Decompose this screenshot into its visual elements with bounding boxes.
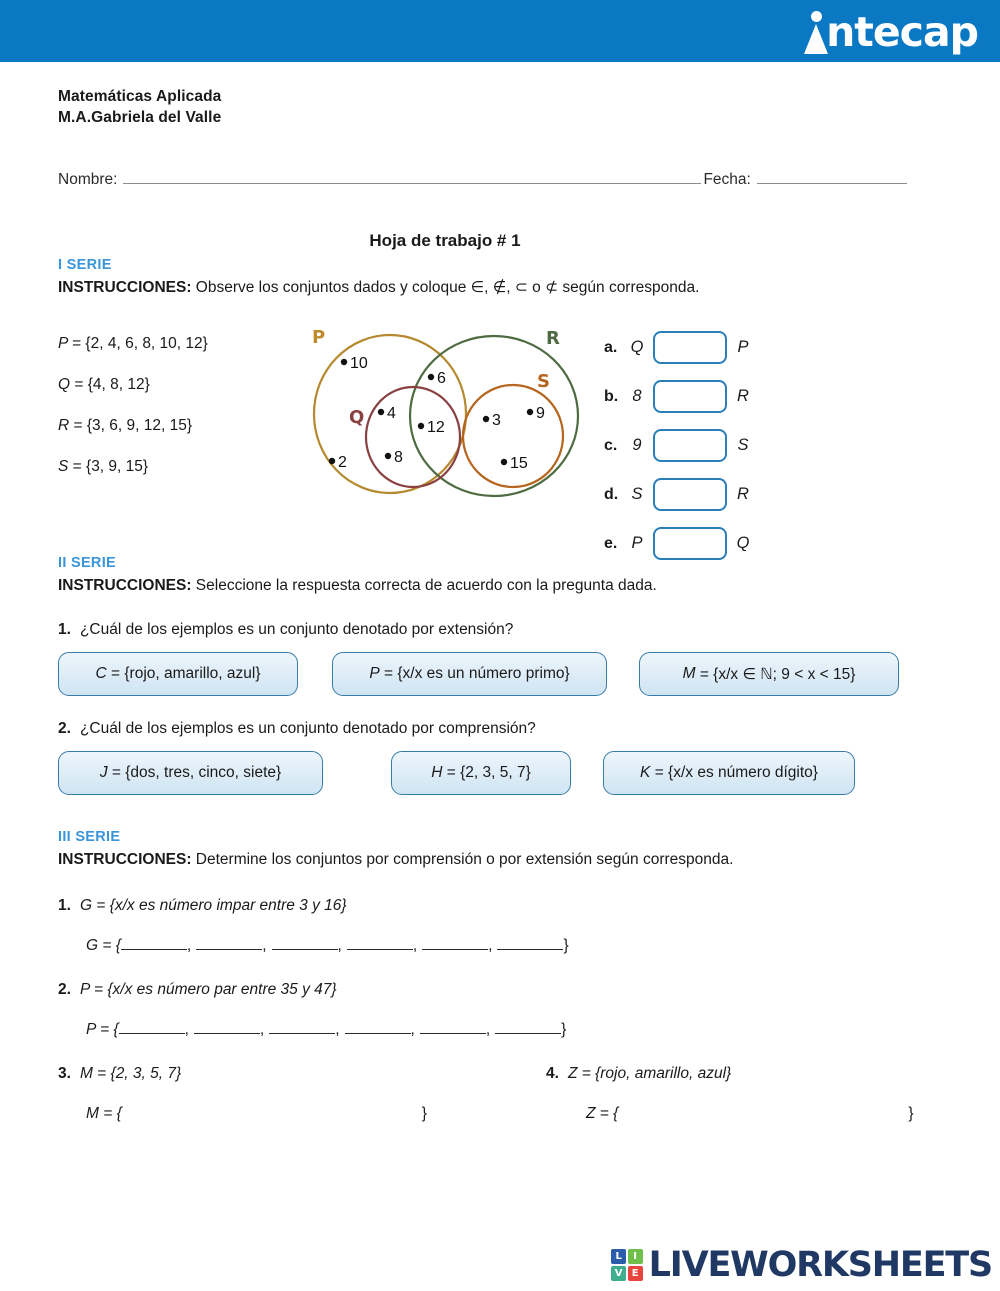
serie-3-instructions-label: INSTRUCCIONES: xyxy=(58,851,192,868)
serie-3-heading: III SERIE xyxy=(58,829,121,845)
student-info-row xyxy=(58,171,942,189)
item-4-answer-prefix: Z = { xyxy=(586,1105,619,1122)
option-h-var: H xyxy=(431,764,443,781)
tile-letter-i: I xyxy=(628,1249,643,1264)
venn-element-2: 2 xyxy=(338,454,347,471)
venn-element-3: 3 xyxy=(492,412,501,429)
intecap-person-icon xyxy=(803,8,829,54)
logo-head-dot xyxy=(811,11,822,22)
serie-3-instructions-text: Determine los conjuntos por comprensión o por extensión según corresponda. xyxy=(195,851,734,868)
venn-dot-10 xyxy=(341,359,347,365)
item-4-prompt: Z = {rojo, amarillo, azul} xyxy=(567,1065,732,1082)
venn-element-15: 15 xyxy=(510,455,528,472)
answer-input-c[interactable] xyxy=(653,429,727,462)
serie-3-item-3 xyxy=(58,1065,546,1083)
serie-2-instructions-text: Seleccione la respuesta correcta de acuerdo con la pregunta dada. xyxy=(195,577,657,594)
serie-3-item-4 xyxy=(546,1065,731,1083)
set-name-r: R xyxy=(58,417,70,434)
item-1-blank-3[interactable] xyxy=(272,937,338,950)
question-1-text: ¿Cuál de los ejemplos es un conjunto denotado por extensión? xyxy=(79,621,514,638)
tile-letter-v: V xyxy=(611,1266,626,1281)
set-value-r: = {3, 6, 9, 12, 15} xyxy=(73,417,193,434)
option-k[interactable] xyxy=(603,751,855,795)
serie-1-answers xyxy=(604,323,794,568)
answer-letter-a: a. xyxy=(604,338,618,356)
option-m[interactable] xyxy=(639,652,899,696)
answer-row-b xyxy=(604,372,794,421)
item-1-answer-suffix: } xyxy=(563,937,569,954)
option-m-body: = {x/x ∈ ℕ; 9 < x < 15} xyxy=(699,665,856,683)
item-1-blank-2[interactable] xyxy=(196,937,262,950)
set-name-p: P xyxy=(58,335,68,352)
option-k-body: = {x/x es número dígito} xyxy=(654,764,818,781)
course-header xyxy=(58,86,942,128)
serie-3-items-3-4 xyxy=(58,1065,942,1083)
set-name-q: Q xyxy=(58,376,71,393)
option-j[interactable] xyxy=(58,751,323,795)
option-p[interactable] xyxy=(332,652,607,696)
answer-input-a[interactable] xyxy=(653,331,727,364)
answer-left-c: 9 xyxy=(632,436,642,454)
set-definition-s xyxy=(58,446,208,487)
item-2-blank-3[interactable] xyxy=(269,1021,335,1034)
answer-right-b: R xyxy=(737,387,749,405)
liveworksheets-footer xyxy=(611,1245,992,1285)
answer-left-e: P xyxy=(631,534,643,552)
venn-element-4: 4 xyxy=(387,405,396,422)
venn-element-10: 10 xyxy=(350,355,368,372)
course-name: Matemáticas Aplicada xyxy=(58,88,222,105)
set-name-s: S xyxy=(58,458,69,475)
serie-3-item-2-answer: P = { , , , , , } xyxy=(86,1021,567,1038)
venn-dot-6 xyxy=(428,374,434,380)
item-2-number: 2. xyxy=(58,981,71,998)
venn-element-6: 6 xyxy=(437,370,446,387)
set-definition-r xyxy=(58,405,208,446)
serie-2-heading: II SERIE xyxy=(58,555,116,571)
item-2-blank-2[interactable] xyxy=(194,1021,260,1034)
answer-letter-c: c. xyxy=(604,436,618,454)
tile-letter-l: L xyxy=(611,1249,626,1264)
set-value-q: = {4, 8, 12} xyxy=(74,376,150,393)
option-p-var: P xyxy=(369,665,380,682)
item-4-answer-suffix: } xyxy=(908,1105,914,1122)
venn-dot-12 xyxy=(418,423,424,429)
option-h[interactable] xyxy=(391,751,571,795)
option-m-var: M xyxy=(682,665,696,682)
item-4-number: 4. xyxy=(546,1065,559,1082)
serie-2-question-2 xyxy=(58,720,942,738)
venn-element-8: 8 xyxy=(394,449,403,466)
answer-row-a xyxy=(604,323,794,372)
serie-3-item-4-answer[interactable] xyxy=(586,1105,914,1123)
item-2-blank-5[interactable] xyxy=(420,1021,486,1034)
answer-left-b: 8 xyxy=(632,387,642,405)
item-1-prompt: G = {x/x es número impar entre 3 y 16} xyxy=(79,897,347,914)
item-1-blank-4[interactable] xyxy=(347,937,413,950)
set-value-s: = {3, 9, 15} xyxy=(72,458,149,475)
set-value-p: = {2, 4, 6, 8, 10, 12} xyxy=(72,335,208,352)
option-c-body: = {rojo, amarillo, azul} xyxy=(111,665,261,682)
serie-1-instructions-text: Observe los conjuntos dados y coloque ∈, ∉, ⊂ o ⊄ según corresponda. xyxy=(195,279,700,296)
serie-2-question-1 xyxy=(58,621,942,639)
option-k-var: K xyxy=(640,764,651,781)
venn-label-p: P xyxy=(312,327,326,348)
answer-right-d: R xyxy=(737,485,749,503)
answer-letter-b: b. xyxy=(604,387,619,405)
worksheet-page xyxy=(0,86,1000,1123)
answer-right-e: Q xyxy=(736,534,750,552)
answer-input-e[interactable] xyxy=(653,527,727,560)
date-input-line[interactable] xyxy=(757,171,907,184)
item-3-answer-prefix: M = { xyxy=(86,1105,122,1122)
item-3-number: 3. xyxy=(58,1065,71,1082)
date-label: Fecha: xyxy=(703,171,751,188)
logo-wordmark: ntecap xyxy=(826,8,978,56)
venn-diagram-svg xyxy=(298,319,598,504)
venn-dot-9 xyxy=(527,409,533,415)
venn-label-r: R xyxy=(546,328,560,349)
serie-1-instructions xyxy=(58,277,942,299)
question-2-number: 2. xyxy=(58,720,71,737)
answer-row-e xyxy=(604,519,794,568)
liveworksheets-wordmark: LIVEWORKSHEETS xyxy=(648,1245,992,1285)
item-2-blank-6[interactable] xyxy=(495,1021,561,1034)
answer-row-c xyxy=(604,421,794,470)
answer-input-b[interactable] xyxy=(653,380,727,413)
item-2-answer-suffix: } xyxy=(561,1021,567,1038)
logo-body-triangle xyxy=(804,24,828,54)
set-definition-q xyxy=(58,364,208,405)
serie-3-items-3-4-answers xyxy=(58,1105,942,1123)
item-2-blank-4[interactable] xyxy=(345,1021,411,1034)
set-definition-p xyxy=(58,323,208,364)
venn-element-9: 9 xyxy=(536,405,545,422)
option-p-body: = {x/x es un número primo} xyxy=(383,665,570,682)
answer-left-d: S xyxy=(631,485,643,503)
item-1-number: 1. xyxy=(58,897,71,914)
header-bar xyxy=(0,0,1000,62)
answer-right-c: S xyxy=(737,436,749,454)
serie-3-instructions xyxy=(58,849,942,871)
answer-left-a: Q xyxy=(630,338,644,356)
serie-1-heading: I SERIE xyxy=(58,257,112,273)
question-2-text: ¿Cuál de los ejemplos es un conjunto denotado por comprensión? xyxy=(79,720,536,737)
serie-2-question-2-options xyxy=(58,751,942,795)
item-1-blank-1[interactable] xyxy=(121,937,187,950)
venn-diagram xyxy=(298,319,598,504)
name-label: Nombre: xyxy=(58,171,118,188)
venn-dot-4 xyxy=(378,409,384,415)
intecap-logo xyxy=(803,8,978,54)
question-1-number: 1. xyxy=(58,621,71,638)
item-2-blank-1[interactable] xyxy=(119,1021,185,1034)
name-input-line[interactable] xyxy=(123,171,701,184)
tile-letter-e: E xyxy=(628,1266,643,1281)
venn-dot-8 xyxy=(385,453,391,459)
serie-1-body xyxy=(58,319,942,552)
item-1-blank-5[interactable] xyxy=(422,937,488,950)
serie-3-item-1-answer: G = { , , , , , } xyxy=(86,937,569,954)
answer-right-a: P xyxy=(737,338,749,356)
serie-3-item-1 xyxy=(58,897,942,915)
liveworksheets-tiles-icon xyxy=(611,1249,643,1281)
item-3-prompt: M = {2, 3, 5, 7} xyxy=(79,1065,182,1082)
item-3-answer-suffix: } xyxy=(421,1105,427,1122)
serie-3-item-3-answer[interactable] xyxy=(86,1105,574,1123)
answer-letter-d: d. xyxy=(604,485,619,503)
serie-2-question-1-options xyxy=(58,652,942,696)
venn-label-q: Q xyxy=(349,407,365,428)
option-h-body: = {2, 3, 5, 7} xyxy=(446,764,531,781)
serie-2-instructions xyxy=(58,575,942,597)
answer-row-d xyxy=(604,470,794,519)
serie-2-instructions-label: INSTRUCCIONES: xyxy=(58,577,192,594)
venn-dot-2 xyxy=(329,458,335,464)
answer-letter-e: e. xyxy=(604,534,618,552)
item-1-blank-6[interactable] xyxy=(497,937,563,950)
option-j-var: J xyxy=(99,764,108,781)
item-2-prompt: P = {x/x es número par entre 35 y 47} xyxy=(79,981,337,998)
option-j-body: = {dos, tres, cinco, siete} xyxy=(111,764,282,781)
serie-1-instructions-label: INSTRUCCIONES: xyxy=(58,279,192,296)
venn-label-s: S xyxy=(537,371,550,392)
venn-dot-15 xyxy=(501,459,507,465)
option-c-var: C xyxy=(95,665,107,682)
item-1-answer-prefix: G = { xyxy=(86,937,121,954)
venn-element-12: 12 xyxy=(427,419,445,436)
option-c[interactable] xyxy=(58,652,298,696)
set-definitions xyxy=(58,323,208,487)
answer-input-d[interactable] xyxy=(653,478,727,511)
instructor-name: M.A.Gabriela del Valle xyxy=(58,109,222,126)
serie-3-item-2 xyxy=(58,981,942,999)
item-2-answer-prefix: P = { xyxy=(86,1021,119,1038)
page-title: Hoja de trabajo # 1 xyxy=(369,231,521,250)
venn-dot-3 xyxy=(483,416,489,422)
